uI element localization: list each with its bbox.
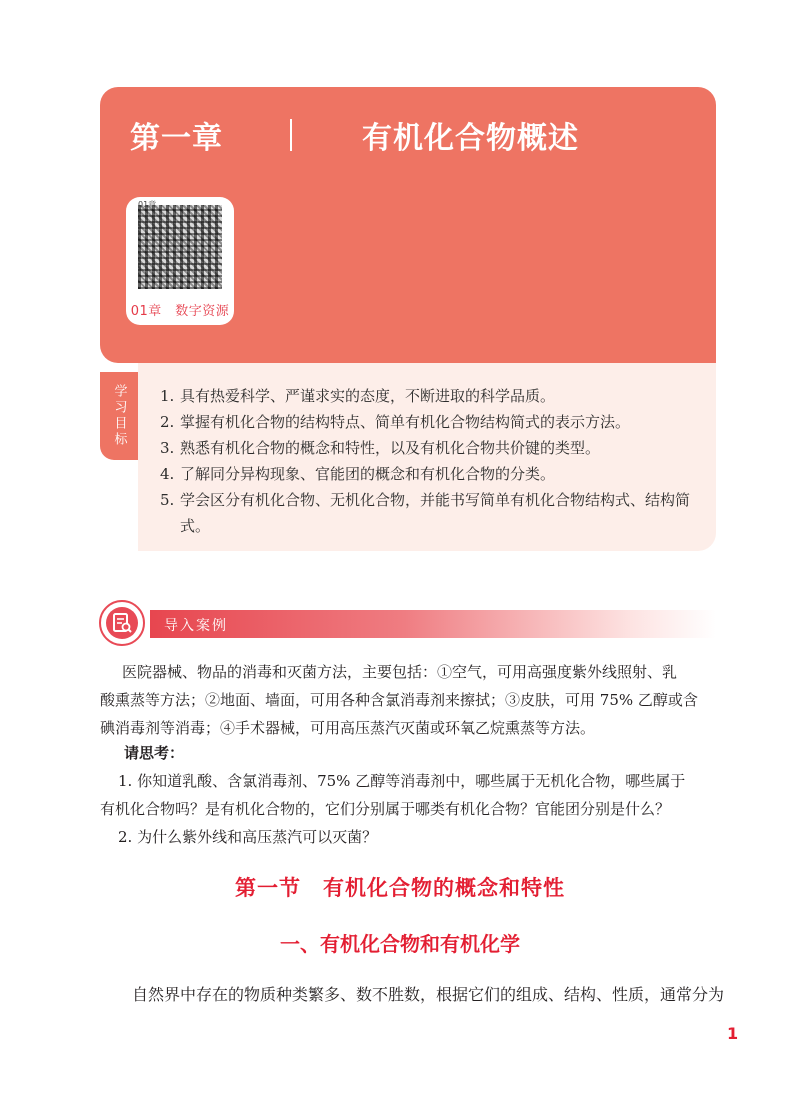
- objectives-list: [138, 383, 690, 539]
- objective-text: 学会区分有机化合物、无机化合物，并能书写简单有机化合物结构式、结构简式。: [180, 491, 691, 535]
- paragraph-line: 碘消毒剂等消毒；④手术器械，可用高压蒸汽灭菌或环氧乙烷熏蒸等方法。: [100, 719, 596, 737]
- think-label: 请思考：: [124, 744, 185, 762]
- objectives-tab-label: 学习目标: [111, 384, 127, 448]
- objective-text: 了解同分异构现象、官能团的概念和有机化合物的分类。: [180, 465, 556, 483]
- objective-item: [138, 435, 690, 461]
- document-search-glyph: [106, 607, 138, 639]
- objective-number: 4.: [160, 465, 175, 483]
- question-line: 有机化合物吗？是有机化合物的，它们分别属于哪类有机化合物？官能团分别是什么？: [100, 800, 671, 818]
- question-line: 1. 你知道乳酸、含氯消毒剂、75% 乙醇等消毒剂中，哪些属于无机化合物，哪些属于: [118, 772, 686, 790]
- qr-card[interactable]: [126, 197, 234, 325]
- objective-number: 1.: [160, 387, 175, 405]
- objective-number: 2.: [160, 413, 175, 431]
- document-search-icon: [99, 600, 145, 646]
- intro-case-bar: [150, 610, 716, 638]
- intro-case-paragraph: [100, 658, 716, 742]
- section-title: 第一节 有机化合物的概念和特性: [235, 876, 565, 900]
- objective-number: 3.: [160, 439, 175, 457]
- intro-case-label: 导入案例: [164, 618, 228, 634]
- paragraph-line: 酸熏蒸等方法；②地面、墙面，可用各种含氯消毒剂来擦拭；③皮肤，可用 75% 乙醇或含: [100, 691, 698, 709]
- objectives-tab: [100, 372, 138, 460]
- qr-caption: 01章 数字资源: [130, 304, 230, 319]
- chapter-header: [100, 87, 716, 363]
- chapter-divider: [290, 119, 292, 151]
- qr-code-icon[interactable]: [138, 205, 222, 289]
- page-number: 1: [727, 1024, 739, 1043]
- objective-item: [138, 487, 690, 539]
- objective-number: 5.: [160, 491, 175, 509]
- objective-text: 具有热爱科学、严谨求实的态度，不断进取的科学品质。: [180, 387, 556, 405]
- body-text-line: 自然界中存在的物质种类繁多、数不胜数，根据它们的组成、结构、性质，通常分为: [132, 985, 725, 1004]
- paragraph-line: 医院器械、物品的消毒和灭菌方法，主要包括：①空气，可用高强度紫外线照射、乳: [122, 663, 678, 681]
- objective-text: 熟悉有机化合物的概念和特性，以及有机化合物共价键的类型。: [180, 439, 601, 457]
- qr-tiny-label: 01章: [138, 200, 157, 209]
- chapter-title: 有机化合物概述: [362, 121, 579, 156]
- chapter-number: 第一章: [130, 121, 223, 156]
- objective-item: [138, 409, 690, 435]
- objective-item: [138, 461, 690, 487]
- objective-text: 掌握有机化合物的结构特点、简单有机化合物结构简式的表示方法。: [180, 413, 631, 431]
- objectives-box: [138, 363, 716, 551]
- document-search-icon-fill: [106, 607, 138, 639]
- subsection-title: 一、有机化合物和有机化学: [280, 932, 520, 956]
- question-line: 2. 为什么紫外线和高压蒸汽可以灭菌？: [118, 828, 378, 846]
- objective-item: [138, 383, 690, 409]
